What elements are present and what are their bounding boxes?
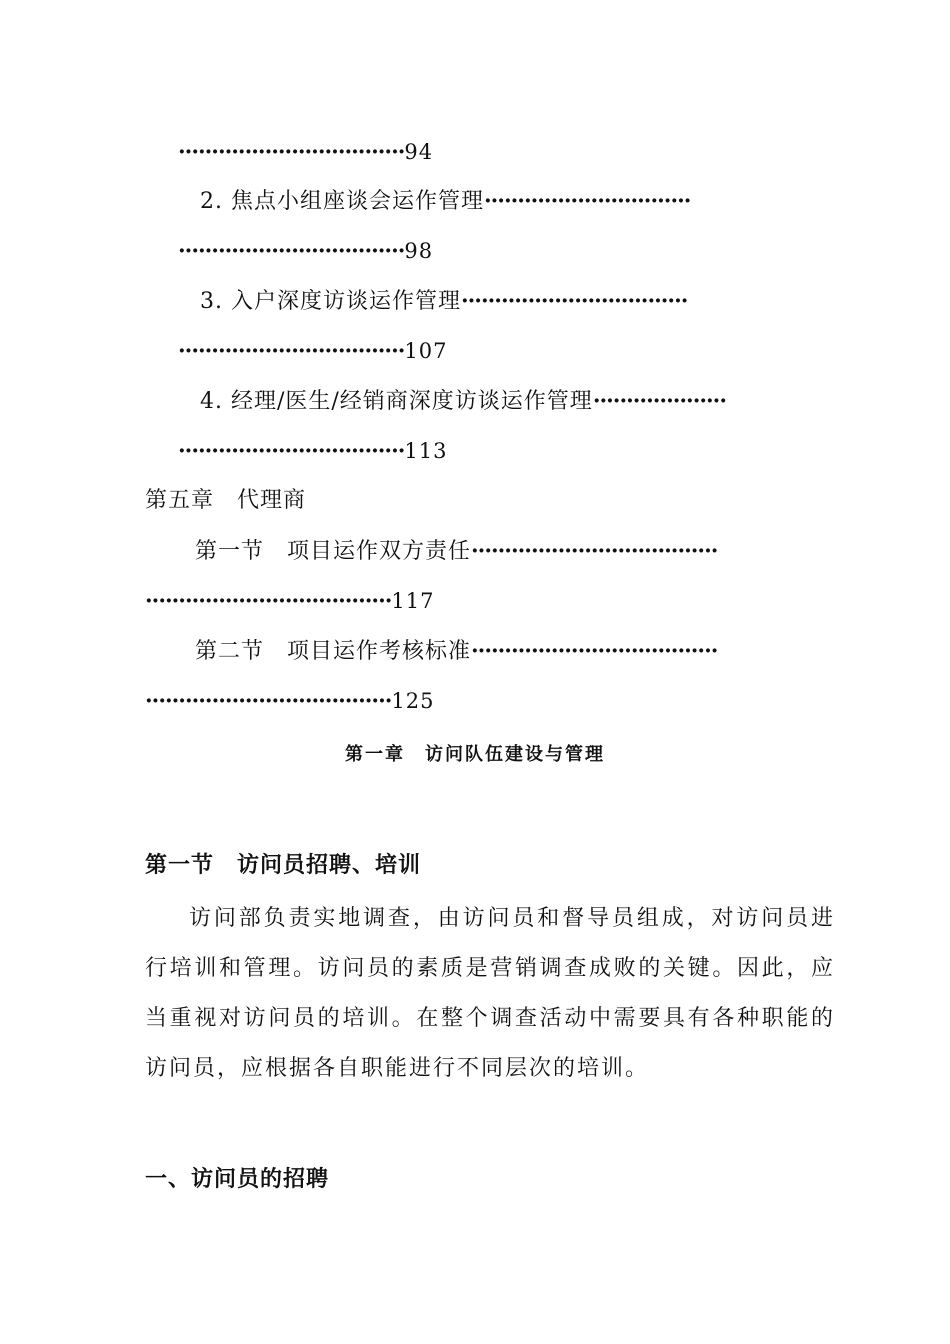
toc-page-number: 113 (404, 439, 448, 463)
toc-leader: ·································· (178, 238, 405, 264)
toc-section-label: 第二节 项目运作考核标准 (195, 639, 472, 664)
toc-item-focus-group[interactable] (200, 186, 690, 217)
toc-continuation-98 (178, 236, 433, 267)
toc-chapter-label: 第五章 代理商 (145, 488, 307, 513)
toc-leader: ·································· (178, 338, 405, 364)
toc-page-number: 117 (391, 589, 435, 613)
toc-chapter-5[interactable] (145, 486, 306, 516)
subsection-heading: 一、访问员的招聘 (145, 1167, 330, 1192)
toc-leader: ·································· (178, 438, 405, 464)
toc-section-responsibilities[interactable] (195, 536, 717, 567)
body-paragraph: 访问部负责实地调查，由访问员和督导员组成，对访问员进行培训和管理。访问员的素质是营销调查成败的关键。因此，应当重视对访问员的培训。在整个调查活动中需要具有各种职能的访问员，应根据各自职能进行不同层次的培训。 (145, 906, 835, 1081)
toc-page-number: 107 (404, 339, 448, 363)
toc-leader: ·································· (178, 139, 405, 165)
toc-leader: ······························· (483, 188, 691, 214)
toc-item-label: 2. 焦点小组座谈会运作管理 (200, 189, 484, 214)
toc-continuation-125 (145, 686, 434, 717)
toc-continuation-117 (145, 586, 434, 617)
toc-page-number: 98 (404, 239, 434, 263)
toc-item-home-interview[interactable] (200, 286, 687, 317)
toc-item-label: 3. 入户深度访谈运作管理 (200, 289, 461, 314)
section-heading: 第一节 访问员招聘、培训 (145, 853, 422, 878)
toc-leader: ····································· (145, 688, 392, 714)
toc-section-assessment[interactable] (195, 636, 717, 667)
toc-page-number: 125 (391, 689, 435, 713)
toc-continuation-107 (178, 336, 448, 367)
toc-leader: ····································· (471, 538, 718, 564)
toc-item-label: 4. 经理/医生/经销商深度访谈运作管理 (200, 389, 593, 414)
toc-leader: ···················· (592, 388, 726, 414)
toc-page-number: 94 (404, 140, 434, 164)
toc-leader: ·································· (460, 288, 688, 314)
chapter-title: 第一章 访问队伍建设与管理 (345, 744, 605, 765)
toc-section-label: 第一节 项目运作双方责任 (195, 539, 472, 564)
toc-continuation-94 (178, 137, 433, 168)
toc-leader: ····································· (145, 588, 392, 614)
toc-continuation-113 (178, 436, 448, 467)
toc-item-manager-interview[interactable] (200, 386, 726, 417)
toc-leader: ····································· (471, 638, 718, 664)
